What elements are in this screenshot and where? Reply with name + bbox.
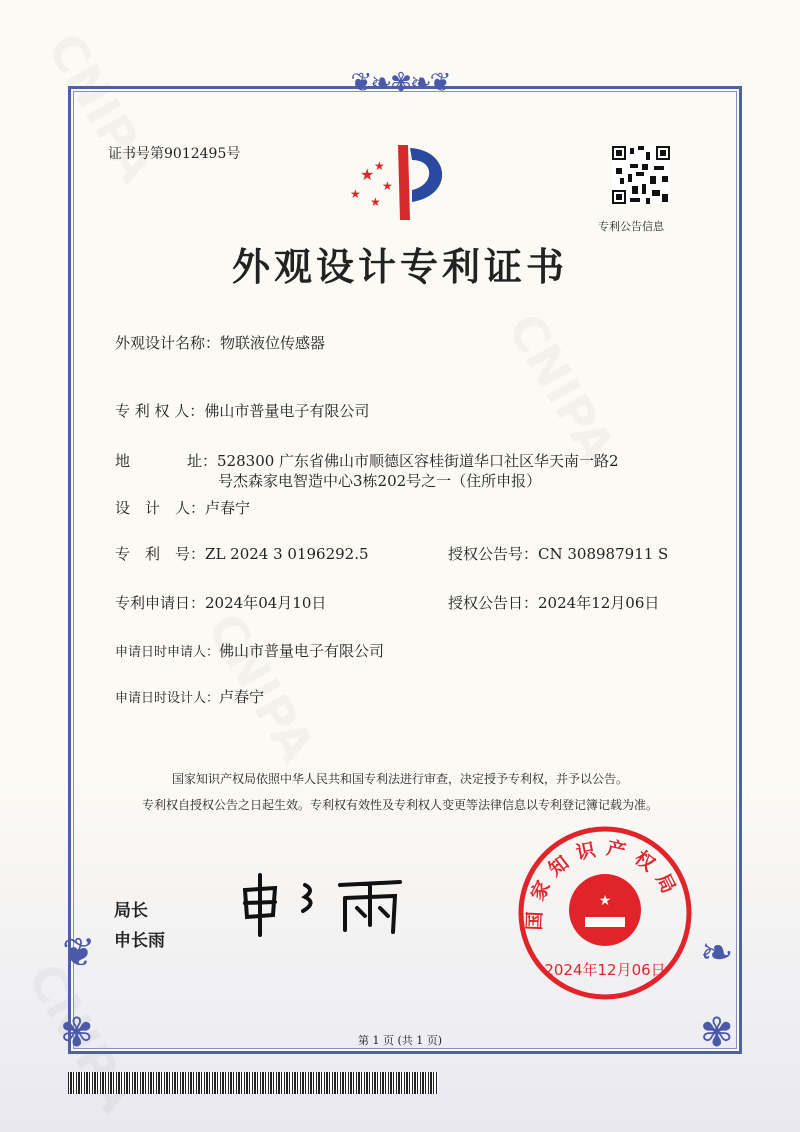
seal-date: 2024年12月06日 <box>544 961 666 979</box>
address-row <box>115 450 619 471</box>
qr-label: 专利公告信息 <box>598 220 664 233</box>
designer-at-filing-label: 申请日时设计人： <box>115 691 220 706</box>
patent-no-row <box>115 543 369 564</box>
patentee-row <box>115 400 369 421</box>
grant-pub-no-label: 授权公告号： <box>448 545 539 563</box>
patent-no: ZL 2024 3 0196292.5 <box>205 545 369 563</box>
address-label: 地 <box>115 452 131 470</box>
design-name-label: 外观设计名称： <box>115 334 221 352</box>
notice-line1: 国家知识产权局依照中华人民共和国专利法进行审查，决定授予专利权，并予以公告。 <box>171 772 628 786</box>
ornament-corner-br: ✾ <box>700 1010 734 1056</box>
address-line2: 号杰森家电智造中心3栋202号之一（住所申报） <box>218 472 542 490</box>
ornament-top: ❦❧✾❧❦ <box>350 68 450 98</box>
signature <box>235 870 415 940</box>
ornament-bottom-left: ❦ <box>62 930 96 976</box>
designer-label: 设 计 人： <box>115 499 206 517</box>
certificate-number: 证书号第9012495号 <box>108 146 241 162</box>
page-title: 外观设计专利证书 <box>231 245 568 289</box>
notice-line2: 专利权自授权公告之日起生效。专利权有效性及专利权人变更等法律信息以专利登记簿记载为准。 <box>141 798 658 812</box>
applicant-at-filing: 佛山市普量电子有限公司 <box>219 642 385 660</box>
design-name: 物联液位传感器 <box>220 334 326 352</box>
filing-date-label: 专利申请日： <box>115 594 206 612</box>
svg-text:★: ★ <box>374 159 385 173</box>
address-label-suffix: 址： <box>187 452 218 470</box>
grant-pub-date: 2024年12月06日 <box>538 594 660 612</box>
svg-text:★: ★ <box>382 179 393 193</box>
svg-text:国家知识产权局: 国家知识产权局 <box>523 836 684 931</box>
patentee: 佛山市普量电子有限公司 <box>204 402 370 420</box>
patent-no-label: 专 利 号： <box>115 545 206 563</box>
designer-at-filing-row <box>115 686 264 707</box>
grant-pub-no-row <box>448 543 668 564</box>
applicant-at-filing-row <box>115 640 384 661</box>
grant-pub-date-row <box>448 592 659 613</box>
grant-pub-date-label: 授权公告日： <box>448 594 539 612</box>
svg-text:★: ★ <box>370 195 381 209</box>
svg-text:★: ★ <box>360 165 375 184</box>
ornament-corner-bl: ✾ <box>60 1010 94 1056</box>
address-line1: 528300 广东省佛山市顺德区容桂街道华口社区华天南一路2 <box>217 452 619 470</box>
applicant-at-filing-label: 申请日时申请人： <box>115 645 220 660</box>
svg-text:★: ★ <box>598 893 612 909</box>
signatory-title: 局长 <box>114 901 148 921</box>
barcode <box>68 1072 438 1094</box>
signatory-name: 申长雨 <box>114 931 165 951</box>
designer-at-filing: 卢春宁 <box>219 688 265 706</box>
page-number: 第 1 页 (共 1 页) <box>357 1034 443 1047</box>
filing-date-row <box>115 592 326 613</box>
designer: 卢春宁 <box>205 499 251 517</box>
ornament-bottom-right: ❧ <box>700 930 734 976</box>
grant-pub-no: CN 308987911 S <box>538 545 669 563</box>
filing-date: 2024年04月10日 <box>205 594 327 612</box>
qr-code <box>612 146 670 204</box>
official-seal <box>515 825 695 1000</box>
designer-row <box>115 497 250 518</box>
svg-text:★: ★ <box>350 187 361 201</box>
patentee-label: 专 利 权 人： <box>115 402 205 420</box>
cnipa-logo <box>340 140 460 230</box>
design-name-row <box>115 332 325 353</box>
